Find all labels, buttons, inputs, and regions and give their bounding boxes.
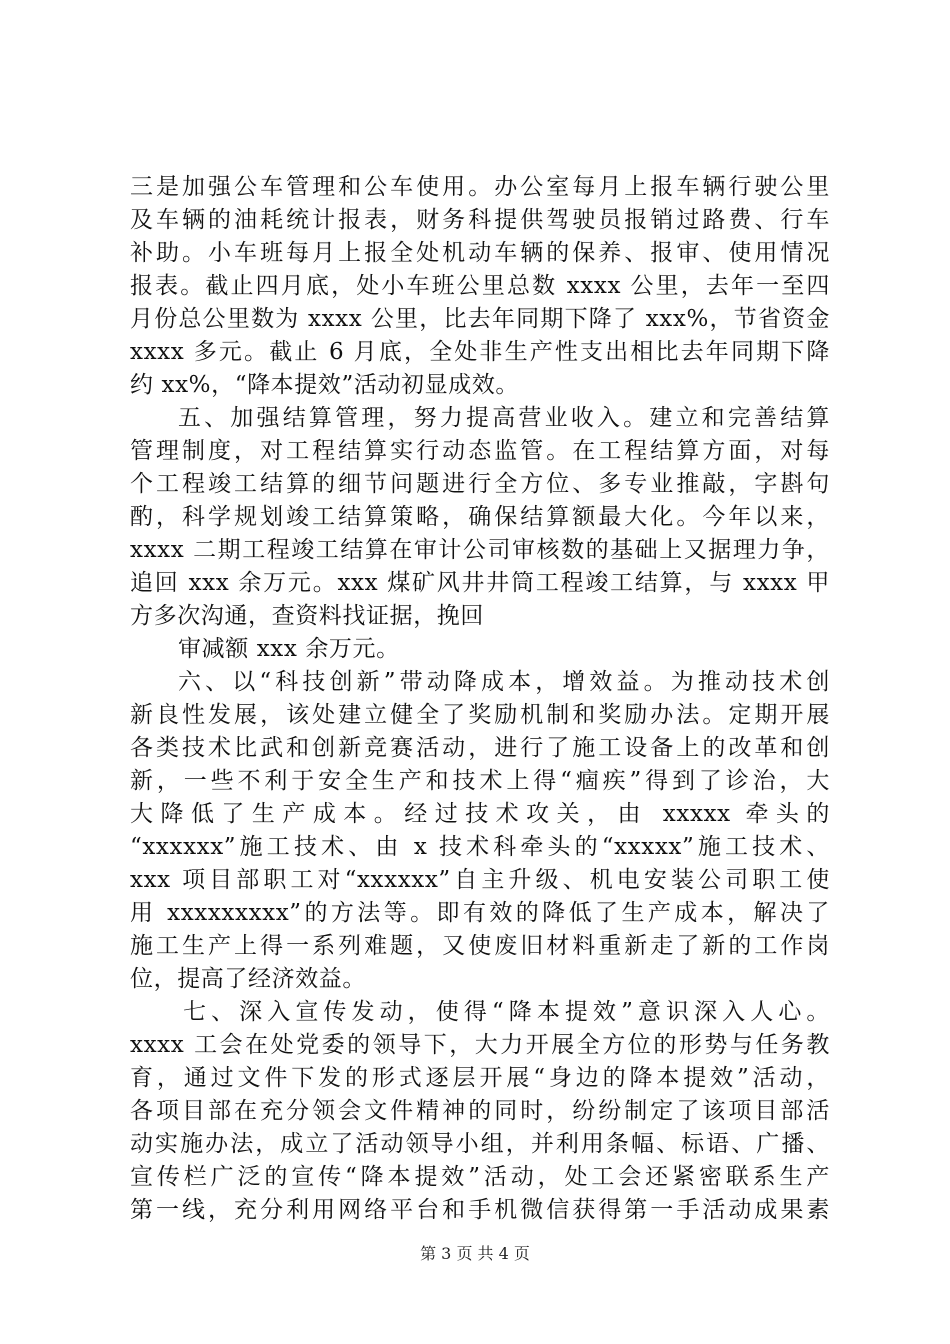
text-line: 动实施办法，成立了活动领导小组，并利用条幅、标语、广播、 (130, 1131, 830, 1157)
paragraph-heading-7: 七、深入宣传发动，使得“降本提效”意识深入人心。 (183, 999, 830, 1025)
paragraph-heading-6: 六、以“科技创新”带动降成本，增效益。为推动技术创 (178, 669, 830, 695)
text-line: 第一线，充分利用网络平台和手机微信获得第一手活动成果素 (130, 1197, 830, 1223)
text-line: 审减额 xxx 余万元。 (178, 636, 400, 662)
text-line: 三是加强公车管理和公车使用。办公室每月上报车辆行驶公里 (130, 174, 830, 200)
text-line: xxxx 工会在处党委的领导下，大力开展全方位的形势与任务教 (130, 1032, 830, 1058)
text-line: 宣传栏广泛的宣传“降本提效”活动，处工会还紧密联系生产 (130, 1164, 830, 1190)
text-line: “xxxxxx”施工技术、由 x 技术科牵头的“xxxxx”施工技术、 (130, 834, 830, 860)
text-line: xxx 项目部职工对“xxxxxx”自主升级、机电安装公司职工使 (130, 867, 830, 893)
text-line: 各项目部在充分领会文件精神的同时，纷纷制定了该项目部活 (130, 1098, 830, 1124)
text-line: 个工程竣工结算的细节问题进行全方位、多专业推敲，字斟句 (130, 471, 830, 497)
page-footer: 第 3 页 共 4 页 (420, 1244, 530, 1263)
text-line: 施工生产上得一系列难题，又使废旧材料重新走了新的工作岗 (130, 933, 830, 959)
text-line: 月份总公里数为 xxxx 公里，比去年同期下降了 xxx%，节省资金 (130, 306, 830, 332)
text-line: 新良性发展，该处建立健全了奖励机制和奖励办法。定期开展 (130, 702, 830, 728)
text-line: 用 xxxxxxxxx”的方法等。即有效的降低了生产成本，解决了 (130, 900, 830, 926)
text-line: 补助。小车班每月上报全处机动车辆的保养、报审、使用情况 (130, 240, 830, 266)
text-line: 大降低了生产成本。经过技术攻关，由 xxxxx 牵头的 (130, 801, 830, 827)
text-line: 方多次沟通，查资料找证据，挽回 (130, 603, 484, 629)
text-line: 位，提高了经济效益。 (130, 966, 366, 992)
text-line: 各类技术比武和创新竞赛活动，进行了施工设备上的改革和创 (130, 735, 830, 761)
text-line: 报表。截止四月底，处小车班公里总数 xxxx 公里，去年一至四 (130, 273, 830, 299)
text-line: 约 xx%，“降本提效”活动初显成效。 (130, 372, 520, 398)
text-line: 酌，科学规划竣工结算策略，确保结算额最大化。今年以来， (130, 504, 830, 530)
text-line: 追回 xxx 余万元。xxx 煤矿风井井筒工程竣工结算，与 xxxx 甲 (130, 570, 830, 596)
text-line: 及车辆的油耗统计报表，财务科提供驾驶员报销过路费、行车 (130, 207, 830, 233)
text-line: xxxx 二期工程竣工结算在审计公司审核数的基础上又据理力争， (130, 537, 830, 563)
paragraph-heading-5: 五、加强结算管理，努力提高营业收入。建立和完善结算 (178, 405, 830, 431)
text-line: 新，一些不利于安全生产和技术上得“痼疾”得到了诊治，大 (130, 768, 830, 794)
text-line: 育，通过文件下发的形式逐层开展“身边的降本提效”活动， (130, 1065, 830, 1091)
text-line: xxxx 多元。截止 6 月底，全处非生产性支出相比去年同期下降 (130, 339, 830, 365)
text-line: 管理制度，对工程结算实行动态监管。在工程结算方面，对每 (130, 438, 830, 464)
